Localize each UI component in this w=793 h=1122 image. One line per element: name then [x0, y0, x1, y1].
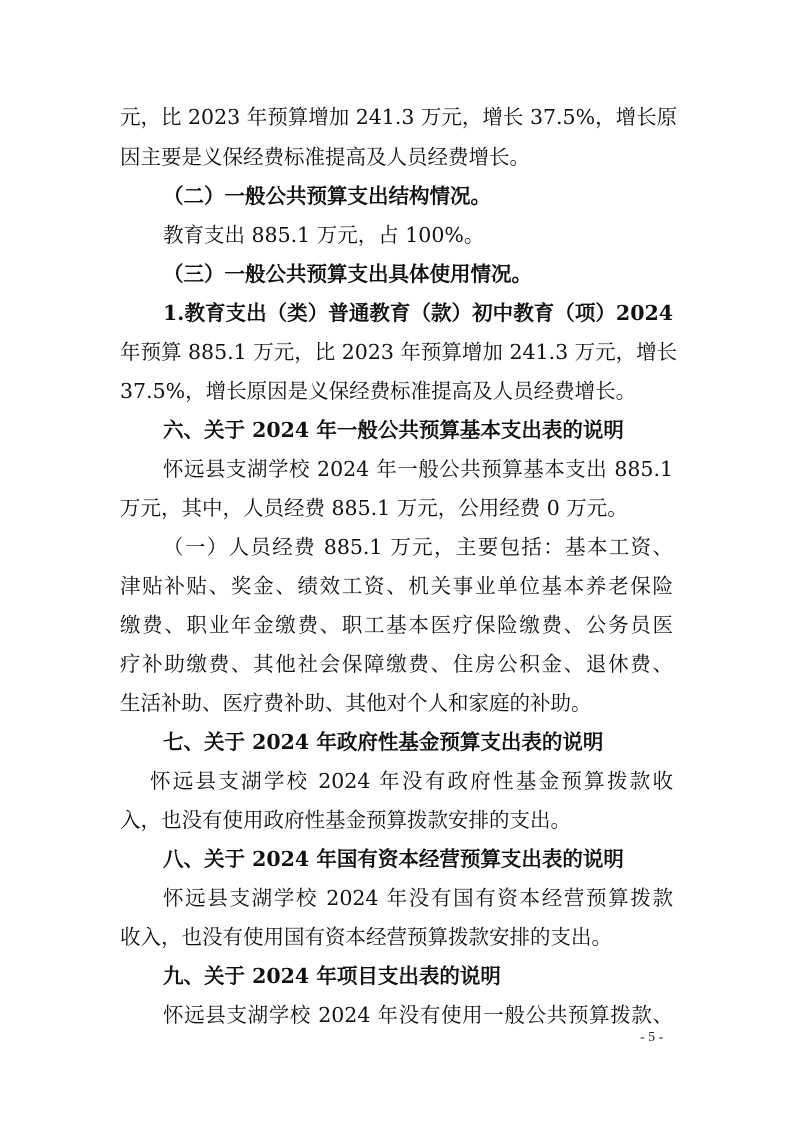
section-heading: 七、关于 2024 年政府性基金预算支出表的说明	[163, 730, 604, 754]
body-text-line: 怀远县支湖学校 2024 年没有政府性基金预算拨款收	[150, 769, 673, 793]
body-text-line: 因主要是义保经费标准提高及人员经费增长。	[120, 145, 530, 169]
section-heading: （二）一般公共预算支出结构情况。	[163, 184, 491, 208]
body-text-line: 元，比 2023 年预算增加 241.3 万元，增长 37.5%，增长原	[120, 105, 678, 129]
body-text-line: 年预算 885.1 万元，比 2023 年预算增加 241.3 万元，增长	[120, 340, 678, 364]
body-text-line: 缴费、职业年金缴费、职工基本医疗保险缴费、公务员医	[120, 613, 673, 637]
body-text-line: 怀远县支湖学校 2024 年没有使用一般公共预算拨款、	[163, 1003, 673, 1027]
body-text-line: 津贴补贴、奖金、绩效工资、机关事业单位基本养老保险	[120, 574, 673, 598]
body-text-line: （一）人员经费 885.1 万元，主要包括：基本工资、	[163, 535, 673, 559]
body-text-line: 怀远县支湖学校 2024 年没有国有资本经营预算拨款	[163, 886, 673, 910]
body-text-line: 疗补助缴费、其他社会保障缴费、住房公积金、退休费、	[120, 652, 673, 676]
body-text-line: 入，也没有使用政府性基金预算拨款安排的支出。	[120, 808, 571, 832]
section-heading: 九、关于 2024 年项目支出表的说明	[163, 964, 501, 988]
subsection-heading: 1.教育支出（类）普通教育（款）初中教育（项）2024	[163, 301, 673, 325]
section-heading: 八、关于 2024 年国有资本经营预算支出表的说明	[163, 847, 624, 871]
body-text-line: 教育支出 885.1 万元，占 100%。	[163, 223, 485, 247]
section-heading: （三）一般公共预算支出具体使用情况。	[163, 262, 532, 286]
section-heading: 六、关于 2024 年一般公共预算基本支出表的说明	[163, 418, 624, 442]
page-number: - 5 -	[640, 1030, 664, 1045]
body-text-line: 收入，也没有使用国有资本经营预算拨款安排的支出。	[120, 925, 612, 949]
body-text-line: 怀远县支湖学校 2024 年一般公共预算基本支出 885.1	[163, 457, 673, 481]
body-text-line: 万元，其中，人员经费 885.1 万元，公用经费 0 万元。	[120, 496, 628, 520]
body-text-line: 生活补助、医疗费补助、其他对个人和家庭的补助。	[120, 691, 592, 715]
body-text-line: 37.5%，增长原因是义保经费标准提高及人员经费增长。	[120, 379, 637, 403]
